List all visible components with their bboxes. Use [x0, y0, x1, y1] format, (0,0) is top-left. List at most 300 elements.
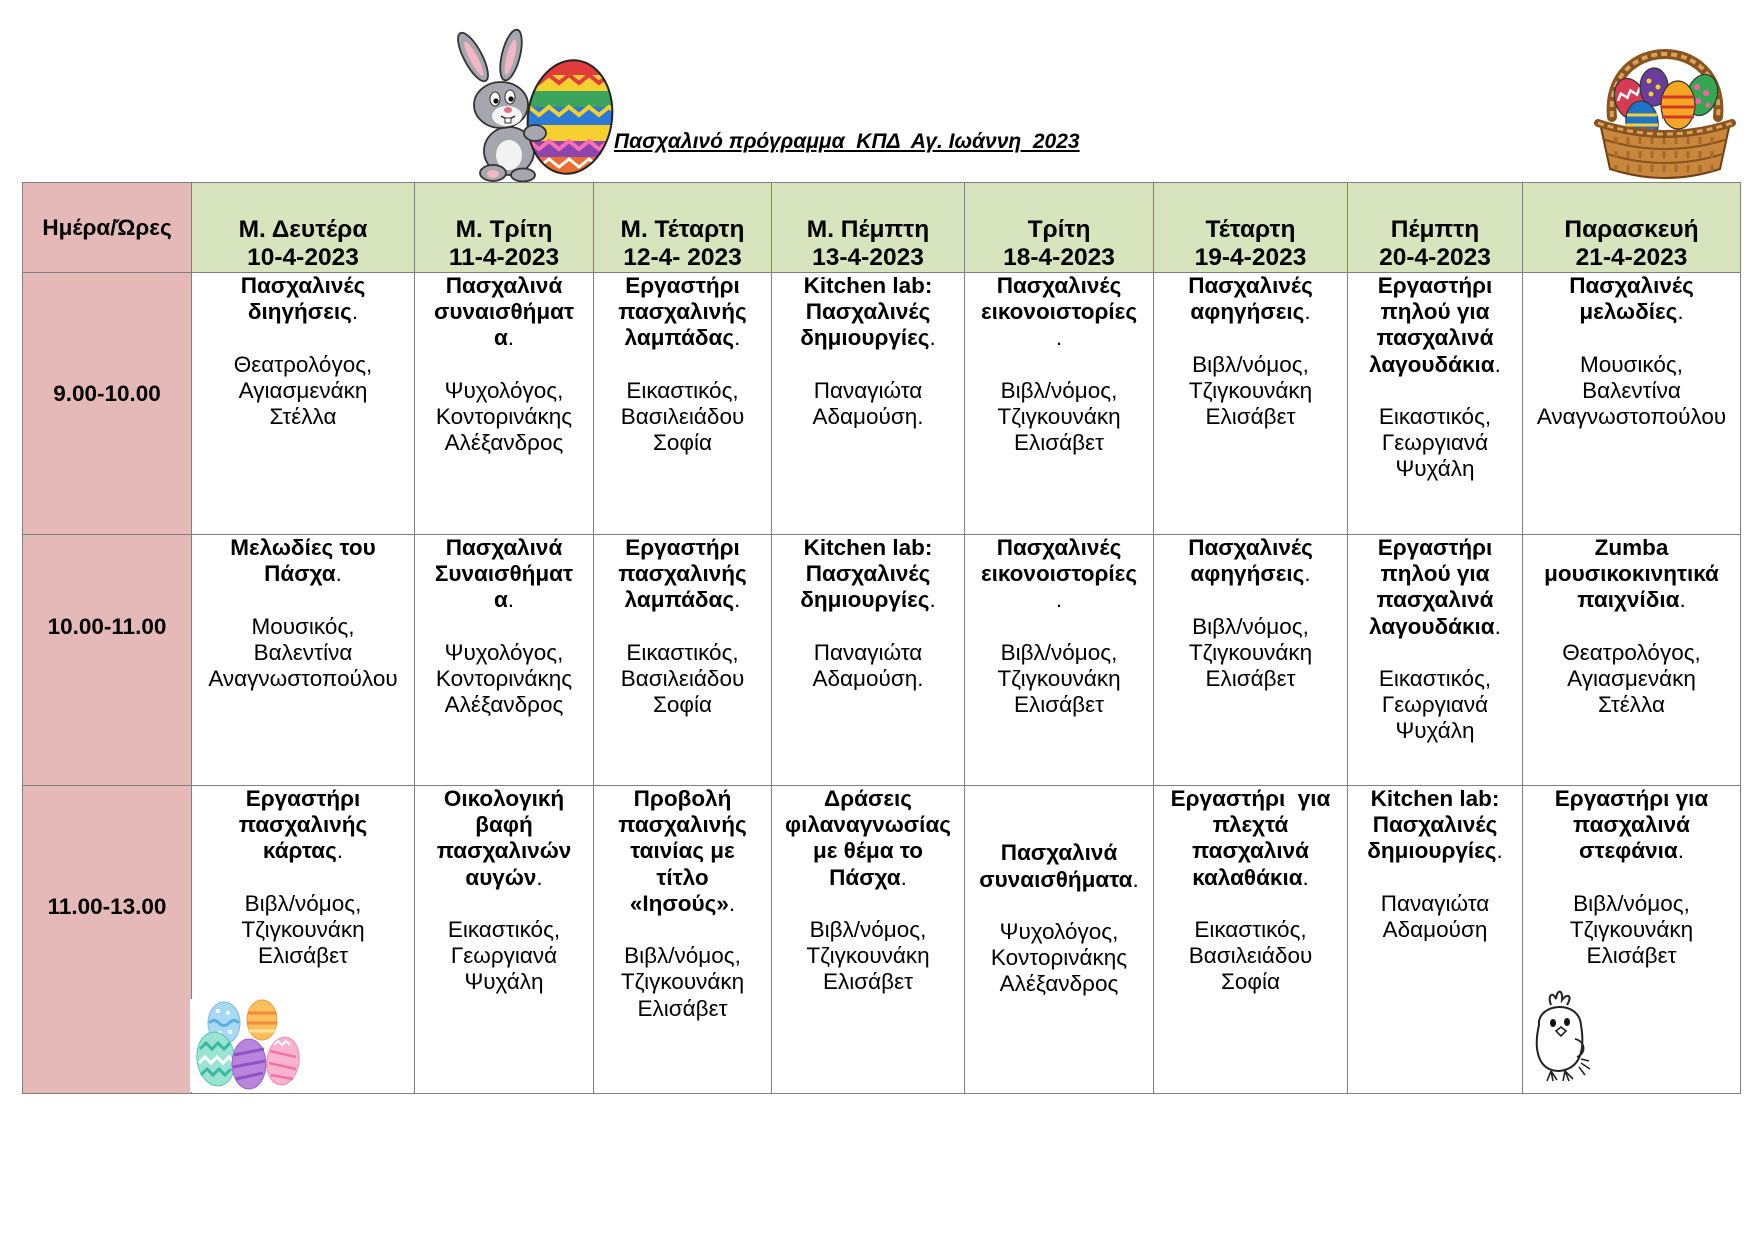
activity-title [772, 786, 964, 891]
easter-basket-icon [1594, 27, 1736, 183]
activity-title-punctuation: . [929, 325, 936, 351]
activity-title-text: καλαθάκια [1192, 864, 1303, 890]
day-header-7 [1348, 183, 1523, 273]
activity-title-line [772, 587, 964, 613]
day-date: 19-4-2023 [1194, 244, 1307, 271]
activity-title-line [594, 891, 771, 917]
staff-line: Γεωργιανά [450, 943, 558, 969]
activity-title-line [965, 299, 1153, 325]
day-name: Μ. Τρίτη [455, 216, 553, 243]
activity-title-text: λαμπάδας [624, 587, 735, 613]
activity-title-text: Kitchen lab: [803, 535, 933, 560]
activity-title-text: Δράσεις [824, 786, 912, 811]
activity-title-text: μουσικοκινητικά [1544, 561, 1719, 587]
activity-title-text: αφηγήσεις [1190, 299, 1305, 325]
activity-title-punctuation: . [336, 838, 344, 864]
staff-line: Αδαμούση. [812, 404, 924, 429]
activity-title-line [1523, 535, 1740, 561]
staff-line: Βιβλ/νόμος, [809, 917, 927, 942]
activity-cell [1348, 786, 1523, 1094]
activity-title-line [1348, 352, 1522, 378]
activity-title-line [1348, 535, 1522, 561]
staff-line: Βαλεντίνα [253, 639, 353, 665]
activity-cell [965, 535, 1154, 786]
activity-title-line [1348, 273, 1522, 299]
activity-title-line [594, 838, 771, 864]
activity-title-text: Μελωδίες του [230, 535, 376, 560]
staff-info [1348, 891, 1522, 943]
activity-title-line [594, 786, 771, 812]
staff-info [965, 378, 1153, 457]
activity-title-text: Πασχαλινές [805, 561, 931, 587]
activity-title-punctuation: . [1302, 864, 1309, 890]
activity-cell [594, 786, 772, 1094]
activity-title-text: Εργαστήρι για [1554, 786, 1709, 811]
activity-title-line [772, 786, 964, 812]
activity-title-line [1154, 865, 1347, 891]
staff-info [594, 640, 771, 719]
activity-cell [772, 273, 965, 535]
activity-title-line [415, 325, 593, 351]
activity-title-text: πασχαλινά [1573, 812, 1690, 838]
staff-line: Ελισάβετ [637, 995, 728, 1021]
day-name: Τρίτη [1027, 216, 1091, 243]
activity-title-line [415, 812, 593, 838]
staff-info [1154, 352, 1347, 431]
staff-line: Βαλεντίνα [1582, 377, 1681, 403]
staff-line: Παναγιώτα [813, 377, 923, 403]
staff-line: Ελισάβετ [1013, 430, 1104, 456]
activity-title-punctuation: . [1304, 561, 1311, 587]
staff-line: Εικαστικός, [1194, 917, 1307, 942]
activity-title-punctuation: . [734, 587, 741, 613]
staff-line: Αναγνωστοπούλου [208, 666, 398, 691]
activity-title-text: πασχαλινής [618, 561, 747, 587]
activity-title-text: εικονοιστορίες [980, 299, 1138, 325]
activity-cell [192, 535, 415, 786]
activity-title-punctuation: . [728, 890, 736, 916]
activity-title [1523, 535, 1740, 614]
staff-line: Ελισάβετ [1205, 404, 1296, 429]
activity-title-text: α [493, 325, 508, 351]
activity-title-line [594, 587, 771, 613]
staff-line: Σοφία [1220, 969, 1281, 995]
activity-title-punctuation: . [900, 864, 907, 890]
activity-title-text: λαγουδάκια [1369, 351, 1495, 377]
activity-title-text: μελωδίες [1579, 299, 1678, 325]
easter-bunny-icon [449, 27, 614, 183]
activity-title-line [772, 273, 964, 299]
staff-line: Βιβλ/νόμος, [1000, 377, 1118, 403]
activity-title [1348, 273, 1522, 378]
activity-title-line [192, 838, 414, 864]
activity-title [594, 535, 771, 614]
staff-line: Κοντορινάκης [435, 666, 573, 691]
staff-line: Τζιγκουνάκη [620, 969, 745, 995]
day-name: Μ. Πέμπτη [806, 216, 930, 243]
activity-title-line [772, 838, 964, 864]
activity-title-line [772, 325, 964, 351]
staff-line: Τζιγκουνάκη [806, 943, 930, 969]
activity-title-text: πλεχτά [1212, 812, 1289, 838]
activity-title-line [1154, 299, 1347, 325]
activity-title-line [772, 865, 964, 891]
activity-title-text: Πασχαλινά [445, 535, 563, 560]
time-slot-cell [23, 786, 192, 1094]
activity-title-text: παιχνίδια [1577, 587, 1680, 613]
staff-line: Στέλλα [1598, 692, 1665, 718]
day-date: 12-4- 2023 [623, 244, 742, 271]
day-name: Τέταρτη [1205, 216, 1296, 243]
activity-title-text: δημιουργίες [1367, 838, 1497, 864]
day-date: 18-4-2023 [1003, 244, 1115, 271]
corner-header [23, 183, 192, 273]
staff-line: Αλέξανδρος [444, 430, 564, 456]
activity-cell [965, 786, 1154, 1094]
activity-title [1154, 535, 1347, 587]
activity-title-text: Οικολογική [443, 786, 565, 811]
day-header-2 [415, 183, 594, 273]
activity-title-text: Εργαστήρι [1377, 535, 1493, 560]
activity-title [965, 840, 1153, 892]
staff-line: Βιβλ/νόμος, [1192, 351, 1309, 377]
activity-title-text: Προβολή [633, 786, 732, 811]
activity-title-line [192, 812, 414, 838]
activity-title-line [965, 325, 1153, 351]
activity-title-text: Zumba [1594, 535, 1669, 560]
staff-line: Τζιγκουνάκη [997, 404, 1121, 429]
activity-title-line [415, 561, 593, 587]
activity-title-line [594, 325, 771, 351]
activity-title-line [415, 273, 593, 299]
day-date: 20-4-2023 [1379, 244, 1491, 271]
activity-cell [772, 786, 965, 1094]
day-header-5 [965, 183, 1154, 273]
activity-title-text: βαφή [475, 812, 533, 838]
activity-title-line [594, 865, 771, 891]
activity-title [772, 535, 964, 614]
staff-line: Βιβλ/νόμος, [244, 890, 362, 916]
time-slot-row [23, 273, 1741, 535]
activity-title-text: Πασχαλινές [996, 535, 1122, 560]
staff-info [1154, 614, 1347, 693]
day-name: Παρασκευή [1564, 216, 1699, 243]
activity-title-text: πηλού για [1380, 299, 1490, 325]
staff-line: Αγιασμενάκη [238, 377, 368, 403]
staff-line: Ψυχάλη [1395, 718, 1475, 744]
activity-cell [1523, 273, 1741, 535]
staff-info [1154, 917, 1347, 996]
staff-line: Αλέξανδρος [999, 971, 1119, 997]
basket-body-icon [1598, 123, 1732, 179]
staff-line: Γεωργιανά [1381, 430, 1489, 456]
activity-cell [415, 786, 594, 1094]
staff-info [772, 640, 964, 692]
decorated-egg-icon [519, 55, 614, 180]
activity-title-line [1523, 812, 1740, 838]
activity-title-line [1523, 587, 1740, 613]
day-header-1 [192, 183, 415, 273]
activity-title-line [1523, 786, 1740, 812]
activity-title [772, 273, 964, 352]
page-title: Πασχαλινό πρόγραμμα ΚΠΔ Αγ. Ιωάννη 2023 [614, 130, 1080, 153]
activity-title-line [415, 838, 593, 864]
day-header-6 [1154, 183, 1348, 273]
time-slot-cell [23, 273, 192, 535]
activity-title-line [965, 273, 1153, 299]
activity-cell [415, 273, 594, 535]
activity-title-text: Εργαστήρι [625, 535, 740, 560]
activity-cell [594, 535, 772, 786]
activity-cell [594, 273, 772, 535]
activity-title-line [772, 812, 964, 838]
activity-title-line [192, 299, 414, 325]
activity-title-text: τίτλο [656, 864, 709, 890]
staff-line: Εικαστικός, [1378, 666, 1492, 691]
activity-title-text: με θέμα το [812, 838, 924, 864]
activity-title-text: πηλού για [1380, 561, 1490, 587]
staff-line: Βασιλειάδου [1188, 943, 1313, 969]
activity-title-line [1348, 299, 1522, 325]
activity-title-line [772, 535, 964, 561]
activity-title-line [1348, 786, 1522, 812]
activity-title-line [415, 535, 593, 561]
staff-line: Μουσικός, [251, 613, 355, 639]
staff-line: Σοφία [652, 692, 713, 718]
staff-line: Βιβλ/νόμος, [624, 943, 741, 969]
staff-line: Κοντορινάκης [990, 945, 1128, 971]
staff-info [192, 614, 414, 693]
activity-title-punctuation: . [929, 587, 936, 613]
activity-title-text: Εργαστήρι [245, 786, 361, 811]
activity-title-text: κάρτας [262, 838, 337, 864]
staff-line: Τζιγκουνάκη [997, 666, 1121, 691]
staff-line: Στέλλα [269, 404, 337, 429]
staff-line: Θεατρολόγος, [233, 351, 373, 377]
activity-title [1154, 273, 1347, 325]
activity-cell [1348, 535, 1523, 786]
staff-line: Ψυχολόγος, [444, 639, 564, 665]
activity-title-text: Kitchen lab: [803, 273, 933, 298]
activity-title-text: λαγουδάκια [1369, 613, 1495, 639]
activity-title-text: Kitchen lab: [1370, 786, 1500, 811]
activity-title-line [965, 561, 1153, 587]
activity-title-text: ταινίας με [630, 838, 735, 864]
activity-cell [415, 535, 594, 786]
chick-icon [1523, 981, 1601, 1085]
staff-line: Τζιγκουνάκη [1188, 377, 1313, 403]
staff-line: Μουσικός, [1579, 351, 1684, 377]
header-row [23, 183, 1741, 273]
activity-title-text: «Ιησούς» [629, 890, 729, 916]
activity-title [192, 786, 414, 865]
schedule-body [23, 273, 1741, 1094]
day-name: Μ. Τέταρτη [620, 216, 745, 243]
activity-title-line [415, 587, 593, 613]
activity-title [965, 535, 1153, 614]
activity-title-text: συναισθήματ [433, 299, 575, 325]
staff-line: Αλέξανδρος [444, 692, 564, 718]
staff-line: Ελισάβετ [1205, 666, 1296, 691]
activity-title-text: πασχαλινής [238, 812, 368, 838]
activity-title-text: φιλαναγνωσίας [785, 812, 951, 838]
activity-title-line [1154, 786, 1347, 812]
activity-title-punctuation: . [1304, 299, 1311, 325]
activity-title-text: Πασχαλινές [1188, 273, 1313, 298]
activity-cell [1523, 535, 1741, 786]
activity-cell [1154, 535, 1348, 786]
activity-title [1348, 535, 1522, 640]
staff-info [772, 917, 964, 996]
activity-title-line [1523, 838, 1740, 864]
activity-title-line [192, 786, 414, 812]
activity-title-line [965, 840, 1153, 866]
staff-line: Ελισάβετ [1013, 692, 1104, 718]
activity-title-line [772, 299, 964, 325]
staff-line: Ελισάβετ [822, 969, 913, 995]
activity-title [1154, 786, 1347, 891]
activity-title-text: Πασχαλινές [996, 273, 1122, 298]
activity-title [415, 535, 593, 614]
activity-title [594, 273, 771, 352]
day-name: Μ. Δευτέρα [238, 216, 368, 243]
bunny-head-icon [474, 82, 528, 128]
activity-title-line [1154, 561, 1347, 587]
activity-title-line [192, 561, 414, 587]
activity-title-text: πασχαλινών [436, 838, 572, 864]
activity-title-text: πασχαλινής [618, 299, 747, 325]
activity-title-text: Πασχαλινές [1569, 273, 1694, 298]
day-date: 10-4-2023 [247, 244, 359, 271]
staff-line: Ψυχάλη [464, 969, 544, 995]
staff-info [772, 378, 964, 430]
time-slot-label: 9.00-10.00 [53, 380, 161, 406]
orange-egg-icon [247, 1000, 277, 1040]
staff-info [594, 943, 771, 1022]
activity-title [594, 786, 771, 917]
activity-title-text: στεφάνια [1579, 838, 1678, 864]
staff-line: Αναγνωστοπούλου [1536, 404, 1727, 429]
staff-line: Αγιασμενάκη [1567, 666, 1696, 691]
activity-title-text: Πασχαλινά [1000, 840, 1118, 866]
activity-title [192, 273, 414, 325]
easter-eggs-icon [190, 999, 316, 1092]
staff-info [965, 640, 1153, 719]
time-slot-label: 10.00-11.00 [47, 614, 167, 639]
staff-line: Γεωργιανά [1381, 692, 1489, 718]
activity-title-punctuation: . [1132, 866, 1139, 892]
activity-cell [1348, 273, 1523, 535]
time-slot-row [23, 535, 1741, 786]
staff-line: Ελισάβετ [1586, 943, 1677, 969]
activity-title-text: Εργαστήρι για [1170, 786, 1331, 811]
staff-line: Αδαμούση. [812, 666, 924, 691]
activity-title-text: λαμπάδας [624, 325, 735, 351]
activity-title [1523, 786, 1740, 865]
activity-title-text: Πάσχα [829, 864, 901, 890]
activity-title-line [1348, 614, 1522, 640]
activity-title-text: πασχαλινά [1376, 587, 1494, 613]
staff-info [192, 352, 414, 431]
staff-line: Εικαστικός, [626, 377, 739, 403]
activity-title-punctuation: . [536, 864, 543, 890]
staff-info [1348, 404, 1522, 483]
bunny-ears-icon [452, 28, 526, 85]
activity-title-text: δημιουργίες [800, 325, 930, 351]
purple-egg-icon [232, 1039, 266, 1089]
activity-title [415, 273, 593, 352]
day-header-8 [1523, 183, 1741, 273]
activity-title-text: εικονοιστορίες [980, 561, 1138, 587]
activity-cell [772, 535, 965, 786]
activity-title-punctuation: . [1055, 587, 1063, 613]
activity-title-text: Εργαστήρι [625, 273, 740, 298]
activity-title-line [1348, 325, 1522, 351]
activity-title-text: α [493, 587, 508, 613]
activity-title-text: Εργαστήρι [1377, 273, 1493, 298]
activity-title-punctuation: . [1055, 325, 1063, 351]
activity-title-line [1523, 561, 1740, 587]
activity-title-punctuation: . [1496, 838, 1503, 864]
activity-title-line [192, 535, 414, 561]
activity-title-text: Πασχαλινές [1188, 535, 1313, 560]
activity-title-punctuation: . [1494, 613, 1501, 639]
activity-title-text: δημιουργίες [800, 587, 930, 613]
activity-title-punctuation: . [507, 325, 515, 351]
activity-title-line [594, 273, 771, 299]
activity-title-punctuation: . [1494, 351, 1501, 377]
staff-line: Βιβλ/νόμος, [1192, 613, 1309, 639]
activity-title-line [415, 865, 593, 891]
staff-line: Παναγιώτα [813, 639, 923, 665]
staff-line: Βασιλειάδου [620, 404, 745, 429]
activity-title-punctuation: . [351, 299, 359, 325]
staff-line: Τζιγκουνάκη [241, 917, 365, 942]
staff-line: Ελισάβετ [257, 943, 348, 969]
activity-title-line [192, 273, 414, 299]
staff-line: Βιβλ/νόμος, [1000, 639, 1118, 665]
activity-title-punctuation: . [1679, 587, 1686, 613]
activity-title-line [1523, 273, 1740, 299]
day-date: 21-4-2023 [1575, 244, 1688, 271]
day-header-3 [594, 183, 772, 273]
activity-title [1348, 786, 1522, 865]
staff-info [965, 919, 1153, 998]
activity-title-punctuation: . [1677, 838, 1684, 864]
schedule-table [22, 182, 1741, 1094]
activity-title [1523, 273, 1740, 325]
activity-cell [1154, 273, 1348, 535]
activity-title-line [965, 587, 1153, 613]
day-date: 11-4-2023 [448, 244, 560, 271]
activity-title-punctuation: . [335, 561, 342, 587]
activity-title-punctuation: . [734, 325, 741, 351]
staff-info [415, 917, 593, 996]
staff-info [594, 378, 771, 457]
activity-title-text: πασχαλινής [618, 812, 747, 838]
activity-cell [1154, 786, 1348, 1094]
staff-line: Τζιγκουνάκη [1569, 917, 1694, 942]
staff-line: Ψυχολόγος, [999, 918, 1119, 944]
activity-title-line [1523, 299, 1740, 325]
activity-title-line [415, 786, 593, 812]
activity-title-text: Πασχαλινά [445, 273, 563, 298]
activity-title-line [772, 561, 964, 587]
activity-title-line [1154, 812, 1347, 838]
activity-title-text: Πάσχα [264, 561, 336, 587]
staff-line: Αδαμούση [1382, 917, 1488, 942]
time-slot-label: 11.00-13.00 [47, 893, 167, 919]
